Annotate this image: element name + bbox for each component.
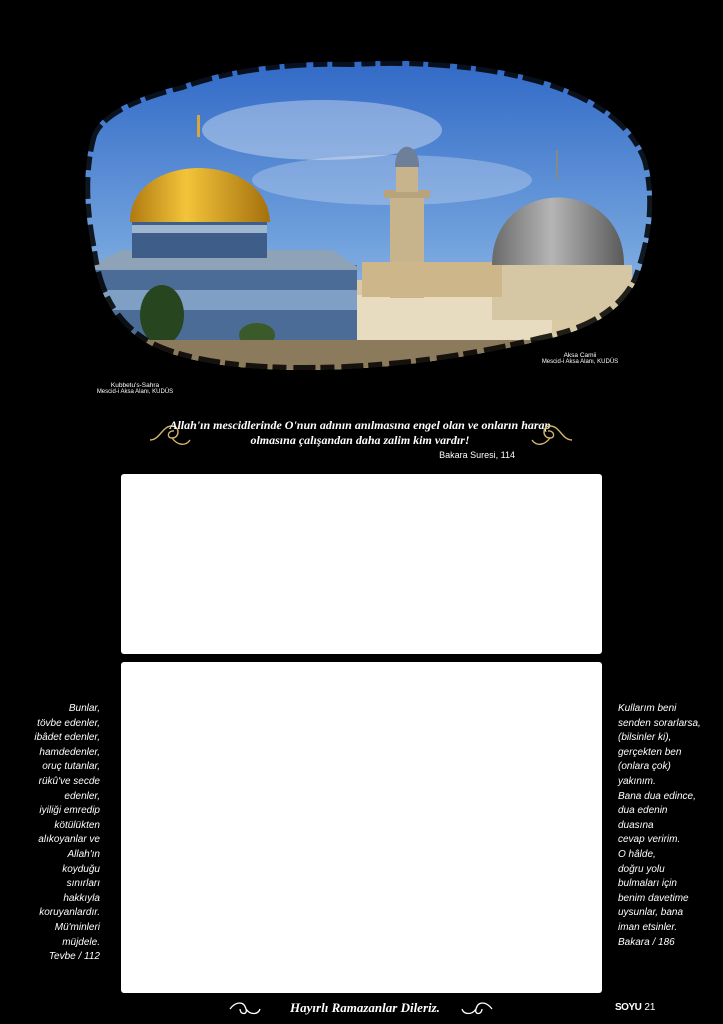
magazine-logo: SOYU bbox=[615, 1002, 642, 1013]
page-footer bbox=[615, 1002, 655, 1013]
flourish-right-icon bbox=[530, 418, 574, 452]
verse-line: duasına bbox=[618, 819, 654, 831]
content-box-top bbox=[121, 474, 602, 654]
left-photo-caption bbox=[75, 382, 195, 396]
verse-line: alıkoyanlar ve bbox=[38, 834, 100, 846]
right-photo-caption bbox=[530, 352, 630, 366]
verse-line: Mü'minleri bbox=[54, 921, 100, 933]
right-caption-subtitle: Mescid-i Aksa Alanı, KUDÜS bbox=[541, 359, 619, 365]
right-verse bbox=[618, 702, 708, 950]
mosque-photo bbox=[62, 40, 662, 400]
left-caption-title: Kubbetu's-Sahra bbox=[110, 382, 160, 389]
verse-line: hamdedenler, bbox=[39, 746, 100, 758]
verse-line: Tevbe / 112 bbox=[48, 951, 100, 963]
verse-line: dua edenin bbox=[618, 805, 668, 817]
verse-line: bulmaları için bbox=[618, 878, 677, 890]
verse-line: oruç tutanlar, bbox=[42, 761, 100, 773]
verse-line: Allah'ın koyduğu bbox=[62, 848, 100, 875]
verse-line: (bilsinler ki), bbox=[618, 732, 672, 744]
left-caption-subtitle: Mescid-i Aksa Alanı, KUDÜS bbox=[96, 389, 174, 395]
verse-line: koruyanlardır. bbox=[39, 907, 100, 919]
verse-line: edenler, bbox=[64, 790, 100, 802]
verse-line: (onlara çok) bbox=[618, 761, 671, 773]
quote-text: Allah'ın mescidlerinde O'nun adının anılmasına engel olan ve onların harap olmasına çalışandan daha zalim kim vardır! bbox=[169, 418, 551, 447]
page-number: 21 bbox=[644, 1002, 656, 1013]
verse-line: ibâdet edenler, bbox=[34, 732, 100, 744]
verse-line: tövbe edenler, bbox=[37, 717, 100, 729]
content-box-bottom bbox=[121, 662, 602, 993]
verse-line: O hâlde, bbox=[618, 848, 656, 860]
footer-flourish-left-icon bbox=[228, 999, 262, 1019]
footer-flourish-right-icon bbox=[460, 999, 494, 1019]
verse-line: Bunlar, bbox=[68, 703, 100, 714]
verse-line: senden sorarlarsa, bbox=[618, 717, 701, 729]
verse-line: rükû've secde bbox=[38, 775, 100, 787]
verse-line: gerçekten ben bbox=[618, 746, 682, 758]
verse-line: Bakara / 186 bbox=[618, 936, 675, 948]
verse-line: uysunlar, bana bbox=[618, 907, 684, 919]
verse-line: kötülükten bbox=[54, 819, 100, 831]
verse-line: iman etsinler. bbox=[618, 921, 678, 933]
verse-line: cevap veririm. bbox=[618, 834, 681, 846]
verse-line: iyiliği emredip bbox=[39, 805, 100, 817]
verse-line: müjdele. bbox=[62, 936, 100, 948]
footer-greeting: Hayırlı Ramazanlar Dileriz. bbox=[290, 1000, 440, 1015]
right-caption-title: Aksa Camii bbox=[563, 352, 597, 359]
verse-line: yakınım. bbox=[618, 775, 656, 787]
quote-source: Bakara Suresi, 114 bbox=[439, 450, 515, 460]
left-verse bbox=[28, 702, 100, 965]
verse-line: sınırları hakkıyla bbox=[63, 878, 100, 904]
verse-line: Bana dua edince, bbox=[618, 790, 696, 802]
verse-line: Kullarım beni bbox=[618, 703, 677, 714]
verse-line: benim davetime bbox=[618, 892, 689, 904]
verse-line: doğru yolu bbox=[618, 863, 665, 875]
